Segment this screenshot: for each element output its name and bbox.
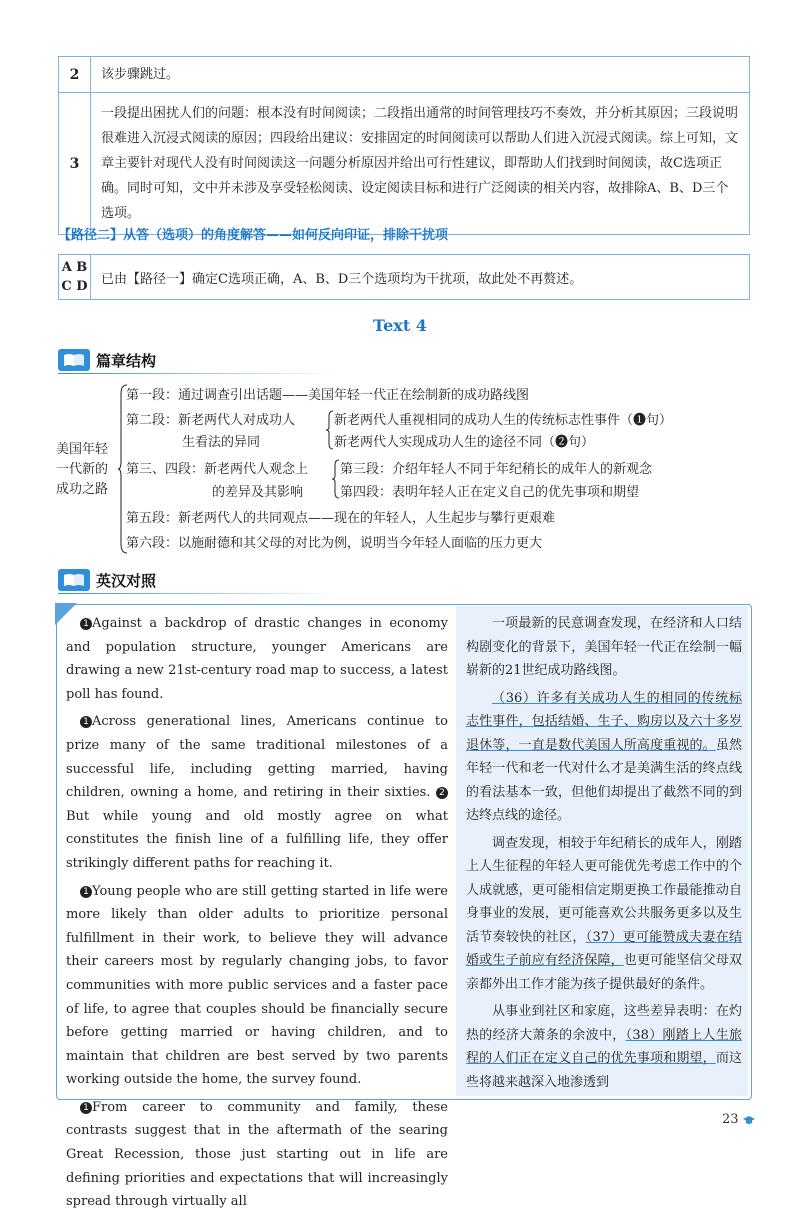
brace-icon (326, 410, 334, 450)
chinese-sentence: 虽然年轻一代和老一代对什么才是美满生活的终点线的看法基本一致，但他们却提出了截然不同的到达终点线的途径。 (466, 737, 742, 823)
abcd-table (58, 254, 750, 300)
route-two-heading: 【路径二】从答（选项）的角度解答——如何反向印证，排除干扰项 (58, 228, 449, 243)
row-text: 该步骤跳过。 (101, 67, 180, 82)
row-text: 一段提出困扰人们的问题：根本没有时间阅读；二段指出通常的时间管理技巧不奏效，并分析其原因；三段说明很难进入沉浸式阅读的原因；四段给出建议：安排固定的时间阅读可以帮助人们进入沉浸式阅读。综上可知，文章主要针对现代人没有时间阅读这一问题分析原因并给出可行性建议，即帮助人们找到时间阅读，故C选项正确。同时可知，文中并未涉及享受轻松阅读、设定阅读目标和进行广泛阅读的相关内容，故排除A、B、D三个选项。 (101, 106, 739, 221)
structure-p2-a: 第二段：新老两代人对成功人 (126, 413, 296, 428)
sentence-marker: 1 (80, 618, 92, 630)
english-sentence: From career to community and family, these contrasts suggest that in the aftermath of the searing Great Recession, those just starting out in life are defining priorities and expectations that will increasingly spread through virtually all (66, 1099, 448, 1210)
abcd-text: 已由【路径一】确定C选项正确，A、B、D三个选项均为干扰项，故此处不再赘述。 (101, 271, 583, 287)
table-row (59, 93, 749, 234)
section-divider (58, 593, 338, 594)
abcd-label (59, 255, 91, 299)
chinese-sentence: 也更可能坚信父母双亲都外出工作才能为孩子提供最好的条件。 (466, 953, 742, 992)
english-sentence: Across generational lines, Americans continue to prize many of the same traditional milestones of a successful life, including getting married, having children, owning a home, and retiring in their sixties. (66, 714, 448, 801)
structure-p34-sub1: 第三段：介绍年轻人不同于年纪稍长的成年人的新观念 (340, 462, 653, 477)
row-number: 3 (59, 93, 91, 234)
page-number (722, 1112, 756, 1127)
section-heading-structure (58, 348, 156, 372)
structure-p34-a: 第三、四段：新老两代人观念上 (126, 462, 309, 477)
answer-36-underline: （36）许多有关成功人生的相同的传统标志性事件，包括结婚、生子、购房以及六十多岁退休等，一直是数代美国人所高度重视的。 (466, 690, 742, 753)
section-title: 篇章结构 (96, 351, 157, 370)
english-paragraph (66, 612, 448, 706)
structure-p34-b: 的差异及其影响 (212, 485, 304, 500)
structure-p5: 第五段：新老两代人的共同观点——现在的年轻人，人生起步与攀行更艰难 (126, 511, 556, 526)
structure-p34-sub2: 第四段：表明年轻人正在定义自己的优先事项和期望 (340, 485, 640, 500)
sentence-marker: 2 (436, 787, 448, 799)
page-number-text: 23 (722, 1112, 739, 1127)
chinese-sentence: 从事业到社区和家庭，这些差异表明：在灼热的经济大萧条的余波中， (466, 1004, 742, 1043)
english-paragraph (66, 710, 448, 875)
chinese-paragraph: 一项最新的民意调查发现，在经济和人口结构剧变化的背景下，美国年轻一代正在绘制一幅崭新的21世纪成功路线图。 (466, 616, 742, 678)
sentence-marker: 1 (80, 716, 92, 728)
brace-icon (332, 459, 340, 499)
answer-38-underline: （38）刚踏上人生旅程的人们正在定义自己的优先事项和期望， (466, 1027, 742, 1066)
chinese-paragraph (466, 832, 742, 997)
chinese-paragraph (466, 1000, 742, 1094)
row-number: 2 (59, 57, 91, 92)
structure-p2-sub1: 新老两代人重视相同的成功人生的传统标志性事件（❶句） (334, 413, 673, 428)
english-sentence: Young people who are still getting started in life were more likely than older adults to prioritize personal fulfillment in their work, to believe they will advance their careers most by regularly changing jobs, to favor communities with more public services and a faster pace of life, to agree that couples should be financially secure before getting married or having children, and to maintain that children are best served by two parents working outside the home, the survey found. (66, 883, 448, 1088)
english-text (66, 612, 448, 1218)
chinese-paragraph (466, 687, 742, 828)
english-paragraph (66, 1096, 448, 1214)
english-paragraph (66, 880, 448, 1092)
structure-p6: 第六段：以施耐德和其父母的对比为例，说明当今年轻人面临的压力更大 (126, 536, 543, 551)
answer-37-underline: （37）更可能赞成夫妻在结婚或生子前应有经济保障， (466, 929, 742, 968)
section-title: 英汉对照 (96, 571, 157, 590)
cap-icon (742, 1115, 756, 1125)
analysis-table (58, 56, 750, 235)
structure-p1: 第一段：通过调查引出话题——美国年轻一代正在绘制新的成功路线图 (126, 388, 530, 403)
structure-diagram (54, 380, 754, 556)
chinese-text (466, 612, 742, 1098)
structure-root: 美国年轻一代新的成功之路 (56, 442, 109, 497)
section-divider (58, 373, 338, 374)
book-icon (58, 349, 90, 371)
sentence-marker: 1 (80, 1102, 92, 1114)
structure-p2-sub2: 新老两代人实现成功人生的途径不同（❷句） (334, 435, 595, 450)
label-ab: A B (61, 260, 88, 275)
english-sentence: But while young and old mostly agree on what constitutes the finish line of a fulfilling life, they offer strikingly different paths for reaching it. (66, 808, 448, 871)
chinese-sentence: 调查发现，相较于年纪稍长的成年人，刚踏上人生征程的年轻人更可能优先考虑工作中的个人成就感，更可能相信定期更换工作最能推动自身事业的发展，更可能喜欢公共服务更多以及生活节奏较快的社区， (466, 835, 742, 945)
section-heading-bilingual (58, 568, 156, 592)
chinese-sentence: 而这些将越来越深入地渗透到 (466, 1051, 742, 1090)
structure-p2-b: 生看法的异同 (182, 435, 261, 450)
label-cd: C D (61, 279, 88, 294)
table-row (59, 57, 749, 93)
book-icon (58, 569, 90, 591)
text-title: Text 4 (373, 316, 427, 335)
english-sentence: Against a backdrop of drastic changes in economy and population structure, younger Americans are drawing a new 21st-century road map to success, a latest poll has found. (66, 616, 448, 702)
sentence-marker: 1 (80, 886, 92, 898)
